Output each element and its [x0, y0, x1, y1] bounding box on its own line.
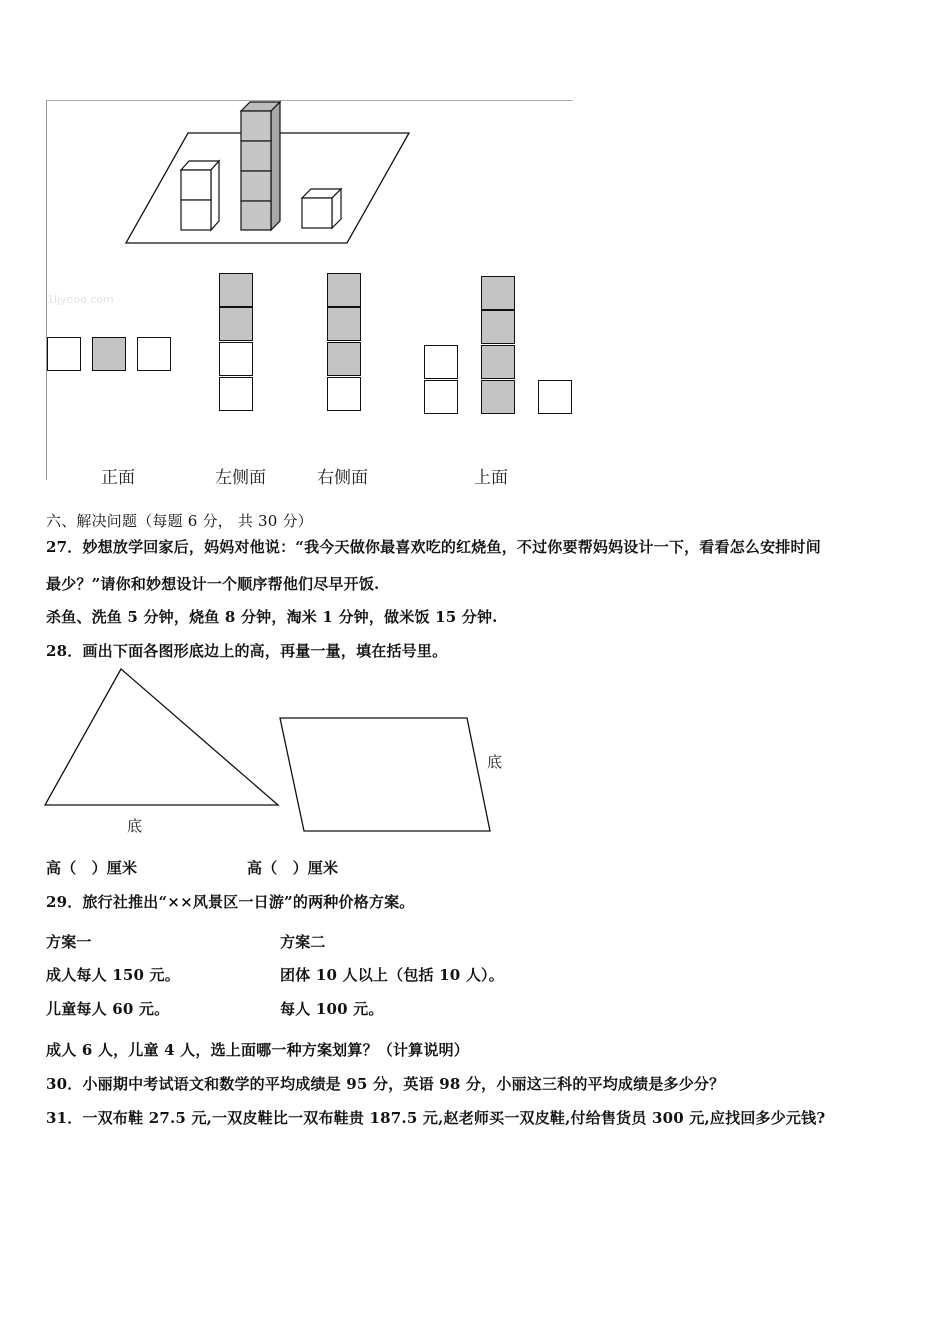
plan2-title: 方案二 — [280, 933, 326, 951]
parallelogram-shape — [280, 718, 490, 831]
watermark-text: 1ljyeoo.com — [47, 293, 114, 306]
cube-stack-left — [181, 161, 219, 230]
left-view-label: 左侧面 — [215, 468, 266, 488]
right-view-label: 右侧面 — [317, 468, 368, 488]
front-view-label: 正面 — [101, 468, 135, 488]
plan2-line1: 团体 10 人以上（包括 10 人）。 — [280, 966, 504, 984]
plan1-line2: 儿童每人 60 元。 — [46, 1000, 170, 1018]
plan1-line1: 成人每人 150 元。 — [46, 966, 180, 984]
plan2-line2: 每人 100 元。 — [280, 1000, 384, 1018]
parallelogram-base-label: 底 — [487, 753, 503, 771]
top-view-label: 上面 — [474, 468, 508, 488]
q27-line2: 最少？”请你和妙想设计一个顺序帮他们尽早开饭. — [46, 575, 380, 593]
q27-line1: 27．妙想放学回家后，妈妈对他说：“我今天做你最喜欢吃的红烧鱼，不过你要帮妈妈设计一下，看看怎么安排时间 — [46, 538, 821, 556]
q29-question: 成人 6 人，儿童 4 人，选上面哪一种方案划算？（计算说明） — [46, 1041, 469, 1059]
q31-text: 31．一双布鞋 27.5 元,一双皮鞋比一双布鞋贵 187.5 元,赵老师买一双皮鞋,付给售货员 300 元,应找回多少元钱? — [46, 1109, 826, 1127]
plan1-title: 方案一 — [46, 933, 92, 951]
q30-text: 30．小丽期中考试语文和数学的平均成绩是 95 分，英语 98 分，小丽这三科的平均成绩是多少分？ — [46, 1075, 725, 1093]
q28-blank2: 高（ ）厘米 — [247, 859, 339, 877]
triangle-shape — [45, 669, 278, 805]
triangle-base-label: 底 — [127, 817, 143, 835]
q29-text: 29．旅行社推出“××风景区一日游”的两种价格方案。 — [46, 893, 415, 911]
cube-arrangement-figure — [0, 0, 600, 260]
section-title: 六、解决问题（每题 6 分， 共 30 分） — [46, 512, 313, 530]
q28-text: 28．画出下面各图形底边上的高，再量一量，填在括号里。 — [46, 642, 448, 660]
cube-stack-middle — [241, 102, 280, 230]
q28-blank1: 高（ ）厘米 — [46, 859, 138, 877]
cube-single-right — [302, 189, 341, 228]
q28-shapes-figure — [0, 660, 560, 845]
q27-line3: 杀鱼、洗鱼 5 分钟，烧鱼 8 分钟，淘米 1 分钟，做米饭 15 分钟. — [46, 608, 498, 626]
